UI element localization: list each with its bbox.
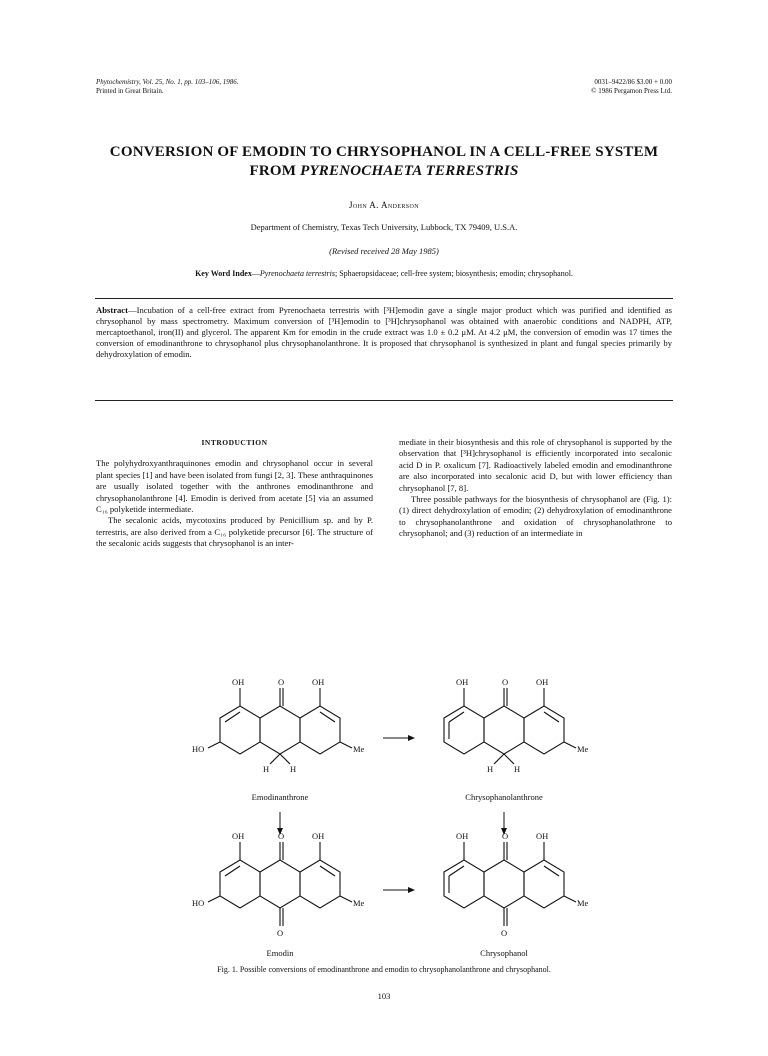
title-species: PYRENOCHAETA TERRESTRIS: [300, 163, 519, 179]
intro-paragraph-1: The polyhydroxyanthraquinones emodin and chrysophanol occur in several plant species [1] and have been isolated from fungi [2, 3]. These anthraquinones are usually isolated together with the anthrones emodinanthrone and chrysophanolanthrone [4]. Emodin is derived from acetate [5] via an assumed C₁₆ polyketide intermediate.: [96, 458, 373, 515]
abstract-top-rule: [95, 298, 673, 299]
carbonyl-o-label: O: [501, 928, 508, 938]
oh-label: OH: [232, 831, 245, 841]
affiliation: Department of Chemistry, Texas Tech University, Lubbock, TX 79409, U.S.A.: [250, 222, 518, 232]
compound-name-emodin: Emodin: [266, 948, 294, 958]
compound-name-chrysophanol: Chrysophanol: [480, 948, 528, 958]
carbonyl-o-label: O: [278, 831, 285, 841]
carbonyl-o-label: O: [502, 831, 509, 841]
intro-paragraph-3: mediate in their biosynthesis and this role of chrysophanol is supported by the observation that [³H]chrysophanol is efficiently incorporated into secalonic acid D in P. oxalicum [7]. Radioactively labeled emodin and emodinanthrone are also incorporated into secalonic acid D, but with lower efficiency than chrysophanol [7, 8].: [399, 437, 672, 493]
abstract: [96, 305, 672, 360]
methyl-label: Me: [353, 744, 365, 754]
right-column: [399, 437, 672, 540]
page-number: 103: [377, 991, 391, 1001]
revised-date: (Revised received 28 May 1985): [329, 246, 439, 256]
methyl-label: Me: [577, 744, 589, 754]
methyl-label: Me: [577, 898, 589, 908]
keyword-list: ; Sphaeropsidaceae; cell-free system; biosynthesis; emodin; chrysophanol.: [334, 269, 573, 278]
oh-label: OH: [536, 831, 549, 841]
abstract-bottom-rule: [95, 400, 673, 401]
abstract-label: Abstract: [96, 305, 128, 315]
reaction-arrow: [383, 887, 415, 893]
intro-paragraph-2: The secalonic acids, mycotoxins produced by Penicillium sp. and by P. terrestris, are also derived from a C₁₆ polyketide precursor [6]. The structure of the secalonic acids suggests that chrysophanol is an inter-: [96, 515, 373, 549]
oh-label: OH: [456, 831, 469, 841]
journal-line-1: Phytochemistry, Vol. 25, No. 1, pp. 103–106, 1986.: [96, 78, 239, 86]
section-heading: INTRODUCTION: [201, 438, 268, 447]
title-line-2: FROM PYRENOCHAETA TERRESTRIS: [249, 163, 519, 179]
figure-1: [150, 660, 630, 960]
ho-label: HO: [192, 898, 205, 908]
keyword-species: Pyrenochaeta terrestris: [259, 269, 335, 278]
emodin-structure: [192, 831, 365, 958]
journal-citation: [96, 78, 239, 96]
intro-paragraph-4: Three possible pathways for the biosynthesis of chrysophanol are (Fig. 1): (1) direct dehydroxylation of emodin; (2) dehydroxylation of emodinanthrone to chrysophanolanthrone and oxidation of chrysophanolathrone to chrysophanol; and (3) reduction of an intermediate in: [399, 494, 672, 539]
keyword-index: Key Word Index—Pyrenochaeta terrestris; Sphaeropsidaceae; cell-free system; biosynthesis; emodin; chrysophanol.: [195, 269, 573, 278]
article-title: [60, 143, 708, 181]
h-label: H: [290, 764, 297, 774]
methyl-label: Me: [353, 898, 365, 908]
oh-label: OH: [312, 677, 325, 687]
compound-name-chrysophanolanthrone: Chrysophanolanthrone: [465, 792, 543, 802]
figure-caption: Fig. 1. Possible conversions of emodinanthrone and emodin to chrysophanolanthrone and chrysophanol.: [217, 965, 551, 974]
copyright-line: © 1986 Pergamon Press Ltd.: [591, 87, 672, 95]
ho-label: HO: [192, 744, 205, 754]
reaction-arrow: [383, 735, 415, 741]
oh-label: OH: [456, 677, 469, 687]
journal-line-2: Printed in Great Britain.: [96, 87, 164, 95]
title-line-1: CONVERSION OF EMODIN TO CHRYSOPHANOL IN A CELL-FREE SYSTEM: [109, 144, 659, 160]
h-label: H: [263, 764, 270, 774]
copyright-block: [591, 78, 672, 96]
carbonyl-o-label: O: [502, 677, 509, 687]
abstract-text: —Incubation of a cell-free extract from Pyrenochaeta terrestris with [³H]emodin gave a single major product which was purified and identified as chrysophanol by mass spectrometry. Maximum conversion of [³H]emodin to [³H]chrysophanol was obtained with anaerobic conditions and NADPH, ATP, mercaptoethanol, iron(II) and glycerol. The apparent Km for emodin in the crude extract was 1.0 ± 0.2 μM. At 4.2 μM, the conversion of emodin was 17 times the conversion of emodinanthrone to chrysophanol plus chrysophanolanthrone. It is proposed that chrysophanol is synthesized in plant and fungal species primarily by dehydroxylation of emodin.: [96, 305, 672, 359]
oh-label: OH: [232, 677, 245, 687]
h-label: H: [487, 764, 494, 774]
oh-label: OH: [312, 831, 325, 841]
compound-name-emodinanthrone: Emodinanthrone: [251, 792, 309, 802]
chrysophanolanthrone-structure: [444, 677, 589, 802]
carbonyl-o-label: O: [277, 928, 284, 938]
left-column: [96, 437, 373, 550]
author-name: John A. Anderson: [349, 200, 419, 210]
h-label: H: [514, 764, 521, 774]
oh-label: OH: [536, 677, 549, 687]
emodinanthrone-structure: [192, 677, 365, 802]
carbonyl-o-label: O: [278, 677, 285, 687]
chrysophanol-structure: [444, 831, 589, 958]
keyword-label: Key Word Index: [195, 269, 252, 278]
issn-code: 0031–9422/86 $3.00 + 0.00: [594, 78, 672, 86]
